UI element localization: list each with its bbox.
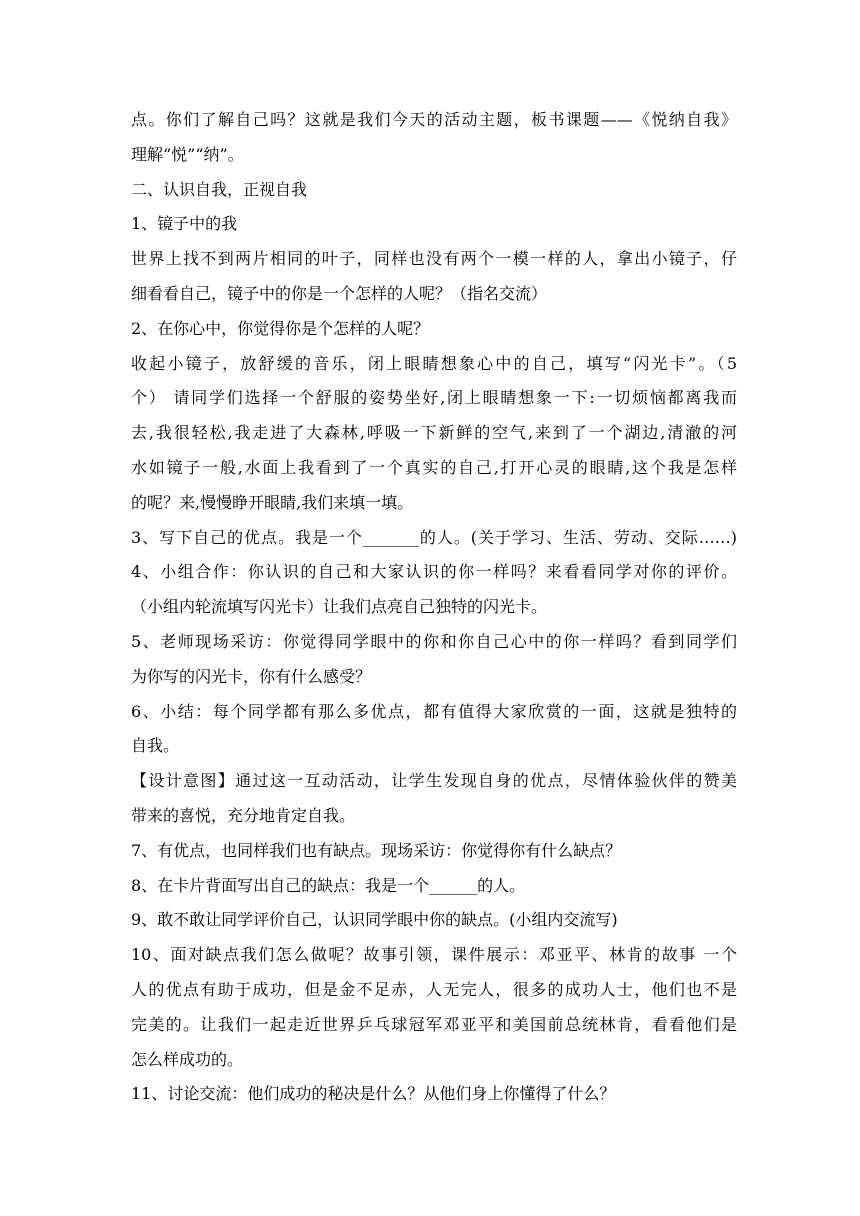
text-line: 点。你们了解自己吗？这就是我们今天的活动主题，板书课题——《悦纳自我》 — [131, 110, 737, 129]
text-line: 人的优点有助于成功，但是金不足赤，人无完人，很多的成功人士，他们也不是 — [131, 979, 737, 999]
text-line: 7、有优点，也同样我们也有缺点。现场采访：你觉得你有什么缺点？ — [131, 840, 622, 860]
text-line: 10、面对缺点我们怎么做呢？故事引领，课件展示：邓亚平、林肯的故事 一个 — [131, 945, 737, 965]
text-line: 2、在你心中，你觉得你是个怎样的人呢？ — [131, 318, 430, 338]
text-line: 6、小结：每个同学都有那么多优点，都有值得大家欣赏的一面，这就是独特的 — [131, 701, 737, 721]
text-line: 为你写的闪光卡，你有什么感受？ — [131, 666, 372, 686]
text-line: 细看看自己，镜子中的你是一个怎样的人呢？（指名交流） — [131, 283, 548, 303]
text-line: 世界上找不到两片相同的叶子，同样也没有两个一模一样的人，拿出小镜子，仔 — [131, 249, 737, 269]
text-line: 11、讨论交流：他们成功的秘决是什么？从他们身上你懂得了什么？ — [131, 1084, 616, 1104]
text-line: 完美的。让我们一起走近世界乒乓球冠军邓亚平和美国前总统林肯，看看他们是 — [131, 1014, 737, 1034]
text-line: 个） 请同学们选择一个舒服的姿势坐好,闭上眼睛想象一下:一切烦恼都离我而 — [131, 388, 737, 408]
text-line: 去,我很轻松,我走进了大森林,呼吸一下新鲜的空气,来到了一个湖边,清澈的河 — [131, 423, 737, 443]
text-line: 3、写下自己的优点。我是一个_______的人。(关于学习、生活、劳动、交际……) — [131, 527, 737, 547]
text-line: 4、小组合作：你认识的自己和大家认识的你一样吗？来看看同学对你的评价。 — [131, 562, 737, 582]
text-line: 怎么样成功的。 — [131, 1049, 244, 1069]
text-line: 二、认识自我，正视自我 — [131, 179, 308, 199]
text-line: 5、老师现场采访：你觉得同学眼中的你和你自己心中的你一样吗？看到同学们 — [131, 631, 737, 651]
text-line: 8、在卡片背面写出自己的缺点：我是一个______的人。 — [131, 875, 526, 895]
text-line: 1、镜子中的我 — [131, 214, 238, 234]
text-line: 带来的喜悦，充分地肯定自我。 — [131, 805, 356, 825]
text-line: 9、敢不敢让同学评价自己，认识同学眼中你的缺点。(小组内交流写) — [131, 910, 618, 930]
document-body — [131, 103, 737, 1112]
text-line: 水如镜子一般,水面上我看到了一个真实的自己,打开心灵的眼睛,这个我是怎样 — [131, 457, 737, 477]
text-line: 【设计意图】通过这一互动活动，让学生发现自身的优点，尽情体验伙伴的赞美 — [131, 771, 737, 791]
text-line: 自我。 — [131, 736, 180, 756]
text-line: （小组内轮流填写闪光卡）让我们点亮自己独特的闪光卡。 — [131, 597, 548, 617]
text-line: 收起小镜子，放舒缓的音乐，闭上眼睛想象心中的自己，填写“闪光卡”。（5 — [131, 353, 737, 373]
text-line: 的呢？来,慢慢睁开眼睛,我们来填一填。 — [131, 492, 414, 512]
text-line: 理解“悦”“纳”。 — [131, 144, 244, 164]
